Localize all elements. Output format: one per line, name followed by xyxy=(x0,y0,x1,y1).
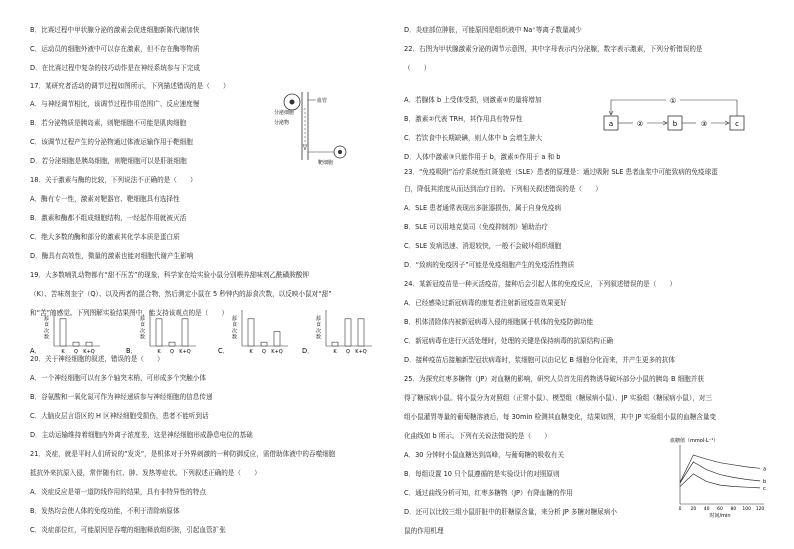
flow-arrow-3: ③ xyxy=(700,120,708,128)
q19-chart-option-label: C． xyxy=(218,347,230,355)
q19-chart-ylabel-char: 次 xyxy=(140,328,146,335)
q25-stem-1: 25．为探究红枣多糖物（JP）对血糖的影响，研究人员首先用药物诱导破坏部分小鼠的胰岛 B 细胞并获 xyxy=(404,375,704,383)
blood-vessel xyxy=(302,92,308,160)
q16-option-c: C．运动员的细胞外液中可以存在激素，但不存在酶等物质 xyxy=(30,45,200,53)
q17-option-d: D．若分泌细胞是胰岛细胞，则靶细胞可以是肝脏细胞 xyxy=(30,157,187,165)
secreting-cell xyxy=(284,94,300,110)
q25-x-tick: 20 xyxy=(690,507,697,512)
q25-option-a: A．30 分钟时小鼠血糖达到高峰，与葡萄糖的吸收有关 xyxy=(404,451,565,459)
q25-series-label-a: a xyxy=(763,466,767,473)
q19-tick-label: K xyxy=(157,349,161,355)
flow-box-c-label: c xyxy=(735,120,739,128)
q25-option-b: B．每组设置 10 只个鼠遵循的是实验设计的对照原则 xyxy=(404,470,560,478)
q19-chart-ylabel-char: 食 xyxy=(232,322,238,329)
q17-diagram xyxy=(270,88,360,168)
q25-x-tick: 120 xyxy=(755,507,765,512)
label-target-cell: 靶细胞 xyxy=(318,160,334,166)
q17-option-b: B．若分泌物质是胰岛素，则靶细胞不可能是肌肉细胞 xyxy=(30,119,187,127)
q19-bar-Q xyxy=(261,342,267,346)
q25-series-label-c: c xyxy=(763,485,766,492)
q24-option-c: C．新冠病毒在进行灭活处理时，处理的关键是保持病毒的抗原结构正确 xyxy=(404,337,614,345)
q19-tick-label: Q xyxy=(346,349,350,355)
q19-stem-2: （K）、苦味剂奎宁（Q）、以及两者的混合物，然后测定小鼠在 5 秒钟内的舔食次数，以反映小鼠对“甜” xyxy=(30,290,332,298)
q25-x-tick: 80 xyxy=(730,507,737,512)
q21-option-b: B．发热均会使人体的免疫功能，不利于清除病原体 xyxy=(30,507,180,515)
q19-chart-ylabel-char: 数 xyxy=(140,334,146,341)
q25-x-tick: 60 xyxy=(717,507,723,512)
q17-stem: 17．某研究者活动的调节过程如图所示，下列描述错误的是（ ） xyxy=(30,82,230,90)
q19-chart-ylabel-char: 舔 xyxy=(140,316,146,322)
q19-charts xyxy=(30,306,385,360)
q21-stem-1: 21．炎症，就是平时人们所说的“发炎”，是机体对于外界刺激的一种防御反应，需借助体液中的吞噬细胞 xyxy=(30,450,336,458)
q19-tick-label: K xyxy=(333,349,337,355)
q19-tick-label: Q xyxy=(262,349,266,355)
q20-stem: 20．关于神经细胞的叙述，错误的是（ ） xyxy=(30,355,164,363)
label-vessel: 血管 xyxy=(317,98,328,104)
q25-stem-4: 化曲线如 b 所示。下列有关说法错误的是（ ） xyxy=(404,432,551,440)
q19-stem-1: 19．大多数哺乳动物都有“甜不压苦”的现象，科学家在给实验小鼠分别喂养甜味剂乙酰磺胺酸钾 xyxy=(30,271,309,279)
q19-bar-K+Q xyxy=(182,319,188,346)
q25-stem-2: 得了糖尿病小鼠。将小鼠分为对照组（正常小鼠）、模型组（糖尿病小鼠）、JP 实验组（糖尿病小鼠），对三 xyxy=(404,394,713,402)
q18-option-c: C．绝大多数的酶和部分的激素其化学本质是蛋白质 xyxy=(30,233,180,241)
q25-line-chart xyxy=(668,436,774,520)
q25-option-d: D．还可以比较三组小鼠肝脏中的肝糖原含量，来分析 JP 多糖对糖尿病小 xyxy=(404,508,618,516)
q19-chart-option-label: A． xyxy=(30,347,42,355)
flow-arrow-1: ① xyxy=(669,97,677,105)
q19-bar-Q xyxy=(73,342,79,346)
q19-chart-a xyxy=(30,306,106,360)
q21-option-c: C．炎症部位红，可能原因是吞噬的细胞释放组织胺，引起血管扩张 xyxy=(30,526,226,534)
q19-chart-ylabel-char: 舔 xyxy=(316,316,322,322)
q25-stem-3: 组小鼠灌胃等量的葡萄糖溶液后，每 30min 检测其血糖变化，结果如图，其中 JP 实验组小鼠的血糖含量变 xyxy=(404,413,717,421)
flow-box-b xyxy=(668,116,682,130)
flow-box-a-label: a xyxy=(608,120,614,128)
q22-option-d: D．人体中激素③只能作用于 b，激素①作用于 a 和 b xyxy=(404,153,561,161)
q19-bar-K+Q xyxy=(358,319,364,346)
q16-option-b: B．比赛过程中甲状腺分泌的激素会促进细胞新陈代谢加快 xyxy=(30,26,200,34)
q19-chart-ylabel-char: 数 xyxy=(232,334,238,341)
q19-bar-K xyxy=(156,319,162,346)
flow-box-b-label: b xyxy=(672,120,678,128)
q22-flow-diagram xyxy=(600,94,750,136)
q18-option-b: B．激素和酶都不组成细胞结构，一经起作用就被灭活 xyxy=(30,214,187,222)
q19-chart-ylabel-char: 舔 xyxy=(232,316,238,322)
q22-stem-1: 22．右图为甲状腺激素分泌的调节示意图，其中字母表示内分泌腺，数字表示激素，下列分析错误的是 xyxy=(404,45,703,53)
q25-x-tick: 40 xyxy=(703,507,710,512)
q21-option-d: D．炎症部位肿胀，可能原因是组织液中 Na⁺等离子数量减少 xyxy=(404,26,582,34)
q19-tick-label: Q xyxy=(74,349,78,355)
q25-series-c xyxy=(680,474,760,488)
q21-option-a: A．炎症反应是第一道防线作用的结果，具有非特异性的特点 xyxy=(30,488,206,496)
q19-tick-label: Q xyxy=(170,349,174,355)
q23-option-d: D．“致病的免疫因子”可能是免疫细胞产生的免疫活性物质 xyxy=(404,261,575,269)
flow-arrow-2: ② xyxy=(636,120,644,128)
q19-chart-c xyxy=(218,306,294,360)
q20-option-a: A．一个神经细胞可以有多个轴突末梢，可形成多个突触小体 xyxy=(30,374,206,382)
q19-chart-ylabel-char: 食 xyxy=(44,322,50,329)
q19-chart-ylabel-char: 数 xyxy=(316,334,322,341)
q19-bar-Q xyxy=(345,319,351,346)
q22-option-a: A．若腺体 b 上受体受损，则激素①的量将增加 xyxy=(404,96,542,104)
q19-bar-K+Q xyxy=(86,342,92,346)
q24-option-a: A．已经感染过新冠病毒的康复者注射新冠疫苗效果更好 xyxy=(404,299,567,307)
q19-chart-ylabel-char: 数 xyxy=(44,334,50,341)
q19-chart-option-label: B． xyxy=(126,347,138,355)
q25-series-a xyxy=(680,455,760,482)
q18-option-d: D．酶具有高效性，微量的激素也能对细胞代谢产生影响 xyxy=(30,252,194,260)
q22-stem-2: （ ） xyxy=(404,64,431,72)
q23-option-c: C．SLE 发病迅速、消退较快，一般不会破坏组织细胞 xyxy=(404,242,562,250)
q25-x-label: 时间/min xyxy=(709,513,731,519)
q25-series-b xyxy=(680,462,760,483)
q19-bar-K xyxy=(248,319,254,346)
q17-option-a: A．与神经调节相比，该调节过程作用范围广、反应速度慢 xyxy=(30,100,200,108)
q24-option-b: B．机体清除体内被新冠病毒入侵的细胞属于机体的免疫防御功能 xyxy=(404,318,594,326)
q16-option-d: D．在比赛过程中复杂的技巧动作是在神经系统参与下完成 xyxy=(30,64,200,72)
q24-stem: 24．某新冠疫苗是一种灭活疫苗，接种后会引起人体的免疫反应，下列叙述错误的是（ ） xyxy=(404,280,677,288)
q18-option-a: A．酶有专一性，激素对靶器官、靶细胞具有选择性 xyxy=(30,195,180,203)
q23-option-a: A．SLE 患者通常表现出多脏器损伤，属于自身免疫病 xyxy=(404,204,562,212)
q21-stem-2: 抵抗外来抗原入侵，常伴随有红、肿、发热等症状。下列叙述正确的是（ ） xyxy=(30,469,261,477)
label-secreting-cell: 分泌细胞 xyxy=(274,110,295,116)
q17-option-c: C．该调节过程产生的分泌物通过体液运输作用于靶细胞 xyxy=(30,138,193,146)
flow-box-a xyxy=(604,116,618,130)
q19-chart-ylabel-char: 次 xyxy=(44,328,50,335)
q22-option-b: B．激素②代表 TRH，其作用具有特异性 xyxy=(404,115,523,123)
q19-chart-d xyxy=(302,306,378,360)
q25-x-tick: 100 xyxy=(742,507,751,512)
q25-option-d-cont: 鼠的作用机理 xyxy=(404,527,444,535)
q19-tick-label: K xyxy=(249,349,253,355)
q23-stem-1: 23．“免疫吸附”治疗系统性红斑狼疮（SLE）患者的原理是：通过吸附 SLE 患者血浆中可能致病的免疫球蛋 xyxy=(404,168,718,176)
q24-option-d: D．接种疫苗后接触新型冠状病毒时，浆细胞可以由记忆 B 细胞分化而来，并产生更多的抗体 xyxy=(404,356,675,364)
q19-chart-ylabel-char: 食 xyxy=(140,322,146,329)
q19-tick-label: K+Q xyxy=(83,349,95,355)
q19-chart-ylabel-char: 食 xyxy=(316,322,322,329)
q19-bar-K+Q xyxy=(274,332,280,346)
label-secretion: 分泌物 xyxy=(274,120,290,126)
q19-bar-Q xyxy=(169,342,175,346)
q25-x-tick: 0 xyxy=(678,507,682,512)
q19-chart-option-label: D． xyxy=(302,347,314,355)
q20-option-d: D．主动运输维持着细胞内外离子浓度差，这是神经细胞形成静息电位的基础 xyxy=(30,431,253,439)
q19-bar-K xyxy=(60,319,66,346)
q19-tick-label: K+Q xyxy=(355,349,367,355)
q20-option-b: B．谷氨酸和一氧化氮可作为神经递质参与神经细胞的信息传递 xyxy=(30,393,213,401)
q19-stem-3: 和“苦”的感觉。下列图解实验结果图中，能支持该观点的是（ ） xyxy=(30,309,229,317)
q18-stem: 18．关于激素与酶的比较，下列说法不正确的是（ ） xyxy=(30,176,197,184)
q22-option-c: C．若饮食中长期缺碘，则人体中 b 会增生肿大 xyxy=(404,134,543,142)
q19-chart-ylabel-char: 舔 xyxy=(44,316,50,322)
q23-option-b: B．SLE 可以用地克莫司（免疫抑制剂）辅助治疗 xyxy=(404,223,548,231)
q19-chart-ylabel-char: 次 xyxy=(316,328,322,335)
q25-chart-title: 血糖值（mmol·L⁻¹） xyxy=(670,438,719,444)
q19-tick-label: K xyxy=(61,349,65,355)
q19-chart-ylabel-char: 次 xyxy=(232,328,238,335)
q19-bar-K xyxy=(332,342,338,346)
q19-tick-label: K+Q xyxy=(179,349,191,355)
flow-box-c xyxy=(730,116,744,130)
q19-chart-b xyxy=(126,306,202,360)
target-cell xyxy=(334,146,346,158)
q23-stem-2: 白，降低其浓度从而达到治疗目的。下列相关叙述错误的是（ ） xyxy=(404,185,602,193)
q20-option-c: C．大脑皮层言语区的 H 区神经细胞受损伤，患者不能听到话 xyxy=(30,412,209,420)
q25-option-c: C．通过曲线分析可知，红枣多糖物（JP）有降血糖的作用 xyxy=(404,489,573,497)
q19-tick-label: K+Q xyxy=(271,349,283,355)
q25-series-label-b: b xyxy=(763,478,767,485)
